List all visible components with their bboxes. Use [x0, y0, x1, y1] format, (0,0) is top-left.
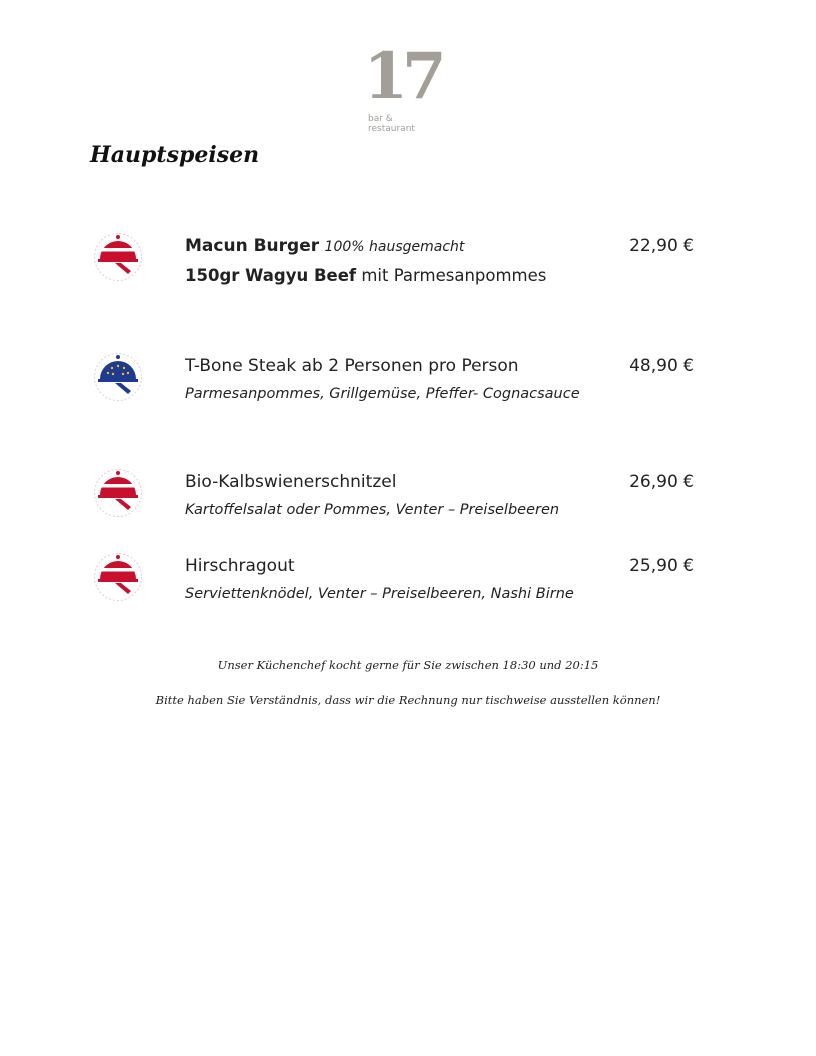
- item-description: Serviettenknödel, Venter – Preiselbeeren, Nashi Birne: [185, 586, 574, 602]
- logo-number: 17: [363, 39, 441, 114]
- item-price: 25,90 €: [629, 556, 694, 576]
- item-description: Parmesanpommes, Grillgemüse, Pfeffer- Cognacsauce: [185, 386, 580, 402]
- section-title: Hauptspeisen: [90, 142, 260, 168]
- item-name-text: Macun Burger: [185, 236, 320, 256]
- logo-line-2: restaurant: [368, 124, 415, 134]
- item-name: [185, 236, 464, 256]
- bill-note: Bitte haben Sie Verständnis, dass wir die Rechnung nur tischweise ausstellen können!: [155, 693, 661, 707]
- eu-flag-cloche-icon: [93, 352, 143, 402]
- item-name: T-Bone Steak ab 2 Personen pro Person: [185, 356, 519, 376]
- item-name: Hirschragout: [185, 556, 295, 576]
- item-description: [185, 266, 546, 285]
- austria-flag-cloche-icon: [93, 232, 143, 282]
- logo-subtitle: [368, 114, 438, 134]
- item-description-bold: 150gr Wagyu Beef: [185, 266, 357, 285]
- item-price: 26,90 €: [629, 472, 694, 492]
- chef-note: Unser Küchenchef kocht gerne für Sie zwischen 18:30 und 20:15: [217, 658, 599, 672]
- item-name: Bio-Kalbswienerschnitzel: [185, 472, 397, 492]
- item-description-rest: mit Parmesanpommes: [356, 266, 547, 285]
- austria-flag-cloche-icon: [93, 468, 143, 518]
- item-price: 22,90 €: [629, 236, 694, 256]
- logo-line-1: bar &: [368, 114, 393, 124]
- item-name-note: 100% hausgemacht: [324, 239, 465, 255]
- austria-flag-cloche-icon: [93, 552, 143, 602]
- restaurant-logo: [356, 39, 448, 142]
- item-description: Kartoffelsalat oder Pommes, Venter – Preiselbeeren: [185, 502, 560, 518]
- item-price: 48,90 €: [629, 356, 694, 376]
